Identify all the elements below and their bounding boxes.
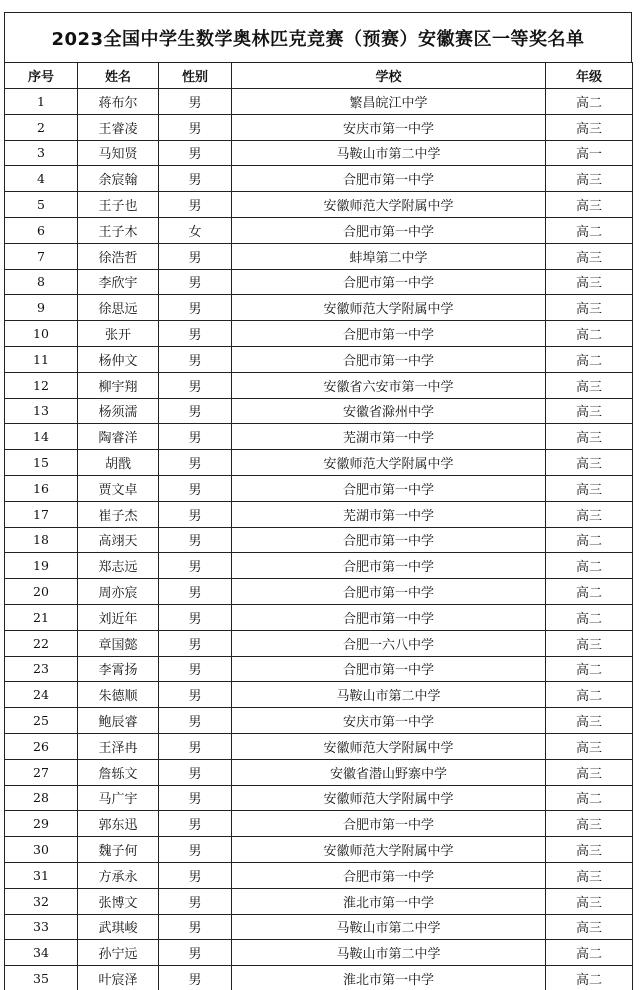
cell-name: 李霄扬 (78, 656, 159, 682)
cell-index: 8 (5, 269, 78, 295)
cell-school: 合肥市第一中学 (232, 217, 546, 243)
cell-gender: 男 (159, 192, 232, 218)
cell-name: 陶睿洋 (78, 424, 159, 450)
cell-school: 安徽省滁州中学 (232, 398, 546, 424)
table-row (5, 553, 633, 579)
cell-index: 34 (5, 940, 78, 966)
cell-grade: 高二 (546, 656, 633, 682)
cell-index: 29 (5, 811, 78, 837)
table-row (5, 192, 633, 218)
cell-school: 合肥市第一中学 (232, 862, 546, 888)
cell-school: 安庆市第一中学 (232, 114, 546, 140)
cell-index: 22 (5, 630, 78, 656)
cell-name: 杨须濡 (78, 398, 159, 424)
cell-index: 16 (5, 475, 78, 501)
table-row (5, 966, 633, 990)
cell-index: 23 (5, 656, 78, 682)
cell-school: 合肥一六八中学 (232, 630, 546, 656)
table-row (5, 785, 633, 811)
cell-gender: 男 (159, 269, 232, 295)
table-row (5, 733, 633, 759)
cell-index: 6 (5, 217, 78, 243)
cell-name: 郭东迅 (78, 811, 159, 837)
table-row (5, 888, 633, 914)
table-row (5, 579, 633, 605)
cell-school: 合肥市第一中学 (232, 346, 546, 372)
cell-grade: 高二 (546, 785, 633, 811)
table-row (5, 424, 633, 450)
cell-gender: 男 (159, 398, 232, 424)
cell-gender: 男 (159, 114, 232, 140)
table-row (5, 346, 633, 372)
cell-school: 安徽师范大学附属中学 (232, 785, 546, 811)
cell-index: 27 (5, 759, 78, 785)
cell-grade: 高一 (546, 140, 633, 166)
cell-gender: 男 (159, 759, 232, 785)
cell-grade: 高三 (546, 398, 633, 424)
cell-name: 蒋布尔 (78, 89, 159, 115)
cell-gender: 男 (159, 295, 232, 321)
cell-school: 蚌埠第二中学 (232, 243, 546, 269)
cell-grade: 高三 (546, 243, 633, 269)
table-row (5, 862, 633, 888)
table-row (5, 140, 633, 166)
table-row (5, 398, 633, 424)
cell-gender: 男 (159, 785, 232, 811)
cell-gender: 男 (159, 321, 232, 347)
cell-gender: 男 (159, 579, 232, 605)
cell-school: 安徽师范大学附属中学 (232, 837, 546, 863)
cell-gender: 男 (159, 811, 232, 837)
cell-gender: 男 (159, 682, 232, 708)
cell-name: 章国懿 (78, 630, 159, 656)
cell-grade: 高二 (546, 346, 633, 372)
cell-grade: 高三 (546, 914, 633, 940)
cell-grade: 高二 (546, 89, 633, 115)
cell-grade: 高三 (546, 733, 633, 759)
cell-school: 安徽省潜山野寨中学 (232, 759, 546, 785)
cell-name: 张开 (78, 321, 159, 347)
cell-index: 24 (5, 682, 78, 708)
cell-index: 12 (5, 372, 78, 398)
cell-index: 15 (5, 450, 78, 476)
table-row (5, 837, 633, 863)
cell-name: 刘近年 (78, 604, 159, 630)
header-grade: 年级 (546, 63, 633, 89)
cell-gender: 男 (159, 346, 232, 372)
table-row (5, 114, 633, 140)
cell-gender: 男 (159, 372, 232, 398)
cell-gender: 男 (159, 243, 232, 269)
cell-school: 安庆市第一中学 (232, 708, 546, 734)
table-row (5, 321, 633, 347)
cell-name: 李欣宇 (78, 269, 159, 295)
cell-gender: 男 (159, 733, 232, 759)
table-row (5, 269, 633, 295)
header-index: 序号 (5, 63, 78, 89)
cell-name: 魏子何 (78, 837, 159, 863)
cell-school: 合肥市第一中学 (232, 475, 546, 501)
cell-index: 1 (5, 89, 78, 115)
cell-gender: 男 (159, 656, 232, 682)
cell-school: 合肥市第一中学 (232, 811, 546, 837)
cell-school: 合肥市第一中学 (232, 321, 546, 347)
cell-school: 繁昌皖江中学 (232, 89, 546, 115)
cell-grade: 高二 (546, 940, 633, 966)
cell-school: 合肥市第一中学 (232, 579, 546, 605)
cell-grade: 高三 (546, 424, 633, 450)
cell-school: 合肥市第一中学 (232, 656, 546, 682)
cell-name: 杨仲文 (78, 346, 159, 372)
cell-gender: 男 (159, 966, 232, 990)
header-school: 学校 (232, 63, 546, 89)
table-row (5, 811, 633, 837)
cell-name: 胡戬 (78, 450, 159, 476)
table-row (5, 708, 633, 734)
cell-index: 13 (5, 398, 78, 424)
cell-grade: 高二 (546, 217, 633, 243)
cell-grade: 高三 (546, 862, 633, 888)
table-row (5, 475, 633, 501)
table-row (5, 217, 633, 243)
cell-gender: 男 (159, 166, 232, 192)
award-table (4, 62, 633, 990)
cell-name: 徐浩哲 (78, 243, 159, 269)
cell-index: 20 (5, 579, 78, 605)
cell-name: 马广宇 (78, 785, 159, 811)
document-title: 2023全国中学生数学奥林匹克竞赛（预赛）安徽赛区一等奖名单 (4, 12, 632, 62)
cell-grade: 高三 (546, 630, 633, 656)
cell-name: 王子木 (78, 217, 159, 243)
cell-index: 21 (5, 604, 78, 630)
cell-grade: 高三 (546, 166, 633, 192)
cell-school: 马鞍山市第二中学 (232, 682, 546, 708)
table-row (5, 450, 633, 476)
cell-name: 武琪峻 (78, 914, 159, 940)
cell-school: 安徽师范大学附属中学 (232, 450, 546, 476)
cell-grade: 高三 (546, 475, 633, 501)
cell-name: 詹轹文 (78, 759, 159, 785)
cell-gender: 女 (159, 217, 232, 243)
table-row (5, 295, 633, 321)
cell-index: 10 (5, 321, 78, 347)
cell-index: 30 (5, 837, 78, 863)
cell-gender: 男 (159, 527, 232, 553)
cell-gender: 男 (159, 914, 232, 940)
cell-grade: 高二 (546, 682, 633, 708)
cell-grade: 高二 (546, 321, 633, 347)
table-row (5, 914, 633, 940)
table-row (5, 630, 633, 656)
table-row (5, 527, 633, 553)
cell-school: 合肥市第一中学 (232, 269, 546, 295)
cell-index: 9 (5, 295, 78, 321)
cell-index: 14 (5, 424, 78, 450)
cell-index: 28 (5, 785, 78, 811)
cell-index: 7 (5, 243, 78, 269)
cell-index: 17 (5, 501, 78, 527)
cell-name: 崔子杰 (78, 501, 159, 527)
cell-school: 芜湖市第一中学 (232, 424, 546, 450)
cell-school: 马鞍山市第二中学 (232, 940, 546, 966)
cell-gender: 男 (159, 424, 232, 450)
cell-grade: 高三 (546, 501, 633, 527)
cell-grade: 高三 (546, 888, 633, 914)
cell-index: 19 (5, 553, 78, 579)
cell-school: 马鞍山市第二中学 (232, 914, 546, 940)
cell-index: 3 (5, 140, 78, 166)
cell-name: 王睿凌 (78, 114, 159, 140)
cell-gender: 男 (159, 837, 232, 863)
cell-name: 余宸翰 (78, 166, 159, 192)
table-row (5, 501, 633, 527)
cell-name: 王子也 (78, 192, 159, 218)
table-row (5, 656, 633, 682)
cell-name: 柳宇翔 (78, 372, 159, 398)
cell-index: 31 (5, 862, 78, 888)
cell-gender: 男 (159, 604, 232, 630)
cell-index: 35 (5, 966, 78, 990)
cell-index: 32 (5, 888, 78, 914)
cell-gender: 男 (159, 501, 232, 527)
cell-index: 2 (5, 114, 78, 140)
cell-gender: 男 (159, 450, 232, 476)
cell-index: 5 (5, 192, 78, 218)
cell-grade: 高三 (546, 708, 633, 734)
cell-name: 方承永 (78, 862, 159, 888)
cell-grade: 高三 (546, 192, 633, 218)
cell-grade: 高三 (546, 759, 633, 785)
cell-name: 王泽冉 (78, 733, 159, 759)
cell-name: 张博文 (78, 888, 159, 914)
cell-grade: 高二 (546, 527, 633, 553)
table-row (5, 89, 633, 115)
table-row (5, 940, 633, 966)
cell-gender: 男 (159, 140, 232, 166)
cell-school: 芜湖市第一中学 (232, 501, 546, 527)
cell-school: 安徽师范大学附属中学 (232, 192, 546, 218)
cell-grade: 高三 (546, 837, 633, 863)
cell-index: 25 (5, 708, 78, 734)
cell-index: 26 (5, 733, 78, 759)
table-header-row (5, 63, 633, 89)
cell-grade: 高三 (546, 114, 633, 140)
cell-grade: 高三 (546, 811, 633, 837)
cell-index: 11 (5, 346, 78, 372)
cell-grade: 高三 (546, 450, 633, 476)
cell-school: 淮北市第一中学 (232, 966, 546, 990)
cell-grade: 高二 (546, 579, 633, 605)
header-name: 姓名 (78, 63, 159, 89)
cell-school: 合肥市第一中学 (232, 166, 546, 192)
table-row (5, 243, 633, 269)
cell-name: 徐思远 (78, 295, 159, 321)
cell-school: 安徽师范大学附属中学 (232, 295, 546, 321)
cell-name: 鲍辰睿 (78, 708, 159, 734)
cell-school: 淮北市第一中学 (232, 888, 546, 914)
cell-grade: 高二 (546, 966, 633, 990)
cell-index: 4 (5, 166, 78, 192)
cell-school: 合肥市第一中学 (232, 604, 546, 630)
cell-gender: 男 (159, 630, 232, 656)
cell-name: 马知贤 (78, 140, 159, 166)
cell-grade: 高二 (546, 604, 633, 630)
header-gender: 性别 (159, 63, 232, 89)
cell-gender: 男 (159, 708, 232, 734)
cell-gender: 男 (159, 89, 232, 115)
cell-name: 高翊天 (78, 527, 159, 553)
cell-grade: 高三 (546, 372, 633, 398)
table-body (5, 89, 633, 990)
cell-name: 贾文卓 (78, 475, 159, 501)
cell-school: 安徽师范大学附属中学 (232, 733, 546, 759)
cell-name: 郑志远 (78, 553, 159, 579)
cell-school: 合肥市第一中学 (232, 553, 546, 579)
cell-grade: 高三 (546, 295, 633, 321)
cell-index: 18 (5, 527, 78, 553)
cell-gender: 男 (159, 940, 232, 966)
cell-gender: 男 (159, 888, 232, 914)
cell-gender: 男 (159, 862, 232, 888)
cell-name: 孙宁远 (78, 940, 159, 966)
table-row (5, 166, 633, 192)
cell-gender: 男 (159, 553, 232, 579)
cell-name: 叶宸泽 (78, 966, 159, 990)
cell-index: 33 (5, 914, 78, 940)
cell-school: 马鞍山市第二中学 (232, 140, 546, 166)
cell-school: 安徽省六安市第一中学 (232, 372, 546, 398)
cell-name: 朱德顺 (78, 682, 159, 708)
table-row (5, 372, 633, 398)
table-row (5, 682, 633, 708)
cell-grade: 高二 (546, 553, 633, 579)
table-row (5, 759, 633, 785)
cell-name: 周亦宸 (78, 579, 159, 605)
cell-school: 合肥市第一中学 (232, 527, 546, 553)
table-row (5, 604, 633, 630)
cell-gender: 男 (159, 475, 232, 501)
cell-grade: 高三 (546, 269, 633, 295)
